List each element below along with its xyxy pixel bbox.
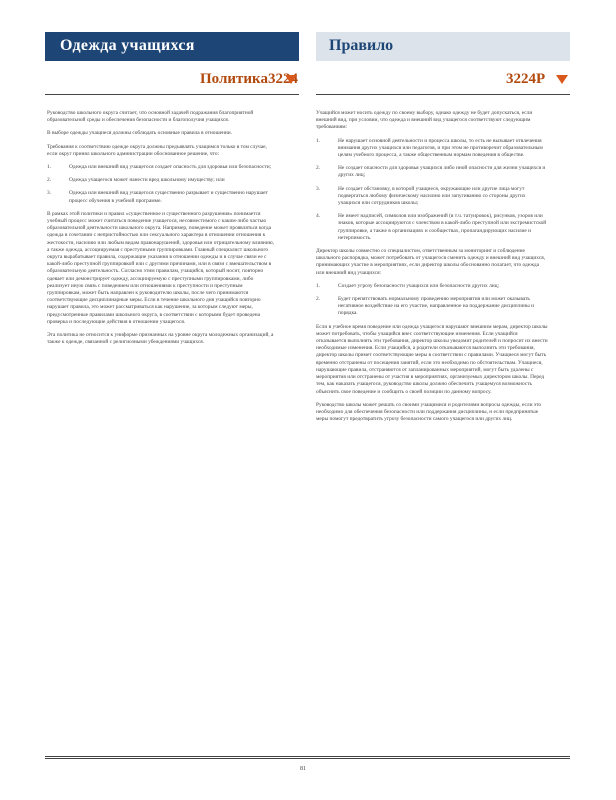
divider-left bbox=[45, 94, 299, 95]
list-item: 3. Одежда или внешний вид учащегося существенно разрывает и существенно нарушает процесс обучения в учебной программе. bbox=[47, 190, 268, 204]
numbered-list bbox=[316, 283, 548, 318]
page-number: 81 bbox=[300, 766, 306, 772]
left-title: Одежда учащихся bbox=[60, 37, 195, 54]
list-item: 1. Одежда или внешний вид учащегося создает опасность для здоровья или безопасности; bbox=[47, 164, 272, 171]
triangle-down-icon bbox=[285, 75, 297, 84]
list-item: 1. Не нарушает основной деятельности и процесса школы, то есть не вызывает отвлечения внимания других учащихся или педагогов, и при этом не противоречит образовательным целям учебного процесса, а также общественным нормам поведения в обществе. bbox=[316, 137, 543, 159]
paragraph: Учащийся может носить одежду по своему выбору, однако одежду не будет допускаться, если внешний вид, при условии, что одежда и внешний вид учащегося соответствуют следующим требованиям: bbox=[316, 110, 533, 131]
footer-rule bbox=[45, 758, 570, 759]
list-item: 2. Не создает опасности для здоровья учащихся либо иной опасности для жизни учащихся и других лиц; bbox=[316, 165, 546, 179]
triangle-down-icon bbox=[556, 75, 568, 84]
right-title: Правило bbox=[329, 37, 394, 54]
paragraph: В выборе одежды учащиеся должны соблюдать основные правила в отношении. bbox=[47, 130, 233, 137]
paragraph: Директор школы совместно со специалистом, ответственным за мониторинг и соблюдение школьного распорядка, может потребовать от учащегося сменить одежду и внешний вид учащихся, принимающих участие в мероприятиях, если директор школы обоснованно полагает, что одежда или внешний вид учащихся: bbox=[316, 248, 546, 276]
section-title-right bbox=[316, 32, 570, 61]
footer-rule bbox=[45, 756, 570, 757]
list-item: 3. Не создает обстановку, в которой учащиеся, окружающие или другие лица могут подвергаться любому физическому насилию или запугиванию со стороны других учащихся или сотрудников школы; bbox=[316, 185, 526, 207]
list-item: 2. Одежда учащегося может нанести вред школьному имуществу; или bbox=[47, 177, 225, 184]
paragraph: Руководство школьного округа считает, что основной задачей подражания благоприятной образовательной среды и обеспечения безопасности и благополучия учащихся. bbox=[47, 110, 254, 124]
right-column bbox=[316, 110, 548, 429]
left-column bbox=[47, 110, 275, 352]
section-title-left bbox=[45, 32, 299, 61]
numbered-list bbox=[316, 138, 548, 242]
divider-right bbox=[316, 94, 570, 95]
paragraph: Руководство школы может решать со своими учащимися и родителями вопросы одежды, если это необходимо для обеспечения безопасности или поддержания дисциплины, и если предпринятые меры помогут предотвратить угрозу безопасности самого учащегося или других лиц. bbox=[316, 401, 542, 423]
paragraph: Если в учебное время поведение или одежда учащегося нарушают внешним мерам, директор школы может потребовать, чтобы учащийся внес соответствующие изменения. Если учащийся отказывается выполнять эти требования, директор школы уведомит родителей и попросит их внести необходимые изменения. Если учащийся, а родители отказываются выполнить эти требования, директор школы примет соответствующие меры в соответствии с правилами. Учащиеся могут быть временно отстранены от посещения занятий, если это необходимо по обстоятельствам. Учащиеся, нарушающие правила, отстраняются от запланированных мероприятий, могут быть удалены с мероприятия или отстранены от участия в мероприятиях, организуемых директором школы. Перед тем, как наказать учащегося, руководство школы должно обеспечить учащемуся возможность объяснить свое поведение и сообщить о своей позиции по данному вопросу. bbox=[316, 323, 548, 395]
paragraph: В рамках этой политики и правил «существенное и существенного разрушения» понимается учебный процесс может считаться поведение учащегося, несовместимого с каким-либо частью образовательной деятельности школьного округа. Например, поведение может проявляться когда одежда в сочетании с непристойностью или сексуального характера в отношении отношения к жестокости, насилию или любым видам правонарушений, здоровья или отрицательному влиянию, а также одежда, ассоциируемая с преступными группировками. Главный специалист школьного округа вырабатывает правила, содержащие указания в отношении одежды и в случае связи ее с какой-либо преступной группировкой или с другими причинами, или в связи с вмешательством в образовательную деятельность. Согласно этим правилам, учащийся, который носит, повторно одевает или демонстрирует одежду, ассоциируемую с преступными группировками, либо реализует иную связь с поведением или отношениями к преступности и преступным группировкам, может быть направлен к руководителю школы, после чего принимаются соответствующие дисциплинарные меры. Если в течение школьного дня учащийся повторно нарушает правила, это может рассматриваться как нарушение, за которым следуют меры, предусмотренные правилами школьного округа, в соответствии с которыми будет проведена проверка и последующие действия в отношении учащегося. bbox=[47, 210, 274, 325]
list-item: 2. Будет препятствовать нормальному проведению мероприятия или может оказывать негативное воздействие на его участие, направленное на поддержание дисциплины и порядка. bbox=[316, 296, 534, 317]
paragraph: Эта политика не относится к униформе признанных на уровне округа молодежных организаций, а также к одежде, связанной с религиозными убеждениями учащихся. bbox=[47, 332, 274, 346]
paragraph: Требования к соответствию одежде округа должны предъявлять учащимся только в том случае, если округ принял школьного администрации обоснованное решение, что: bbox=[47, 143, 267, 157]
numbered-list bbox=[47, 164, 275, 205]
policy-code-right: 3224P bbox=[506, 71, 546, 87]
policy-code-left: Политика3224 bbox=[200, 71, 298, 87]
list-item: 1. Создает угрозу безопасности учащихся или безопасности других лиц; bbox=[316, 282, 500, 289]
list-item: 4. Не имеет надписей, символов или изображений (в т.ч. татуировок), рисунков, узоров или знаков, которые ассоциируются с членством в какой-либо преступной или экстремистской группировке, а также в организациях и сообществах, пропагандирующих насилие и нетерпимость. bbox=[316, 213, 547, 241]
